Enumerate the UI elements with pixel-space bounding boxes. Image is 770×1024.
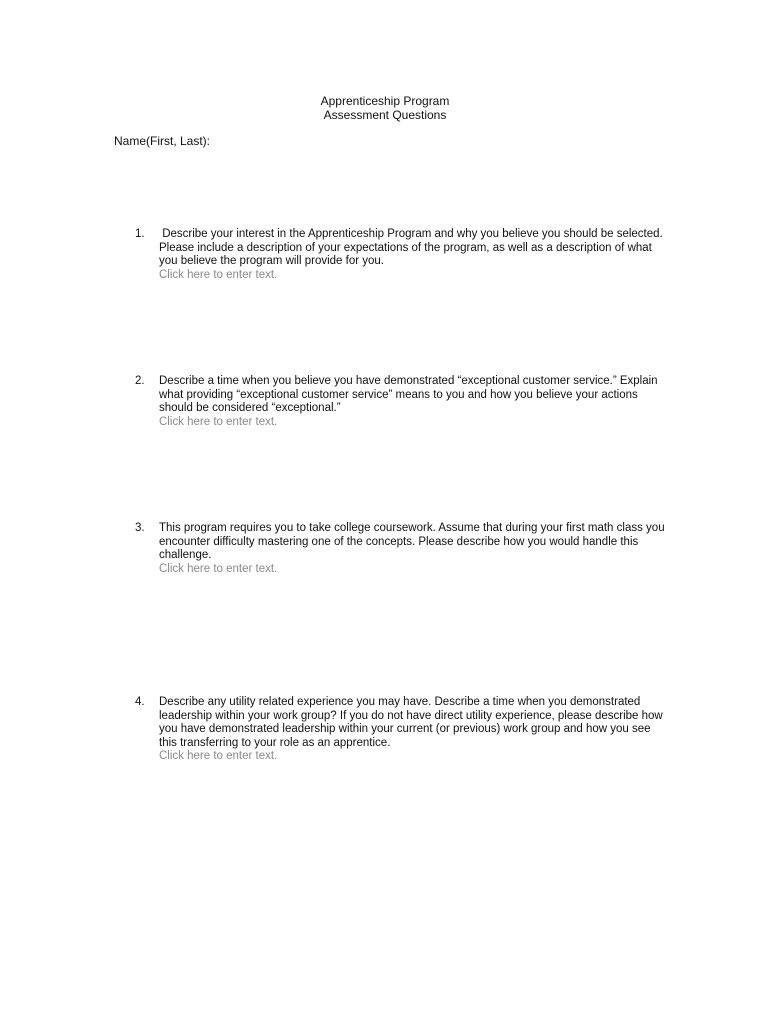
question-4 <box>135 696 665 764</box>
question-text: Describe any utility related experience you may have. Describe a time when you demonstrated leadership within your work group? If you do not have direct utility experience, please describe how you have demonstrated leadership within your current (or previous) work group and how you see this transferring to your role as an apprentice. <box>159 696 663 749</box>
question-2 <box>135 375 665 429</box>
answer-text-field[interactable]: Click here to enter text. <box>159 750 278 762</box>
question-number: 2. <box>135 375 145 387</box>
question-1 <box>135 228 665 282</box>
question-number: 1. <box>135 228 145 240</box>
title-line-2: Assessment Questions <box>323 108 447 122</box>
answer-text-field[interactable]: Click here to enter text. <box>159 268 278 281</box>
title-line-1: Apprenticeship Program <box>320 94 450 108</box>
question-number: 4. <box>135 696 145 708</box>
document-title <box>0 94 770 122</box>
question-text: Describe a time when you believe you have demonstrated “exceptional customer service.” Explain what providing “exceptional customer service” means to you and how you believe your actions should be considered “exceptional.” <box>159 375 658 414</box>
question-text: Describe your interest in the Apprenticeship Program and why you believe you should be selected. Please include a description of your expectations of the program, as well as a description of what you believe the program will provide for you. <box>159 228 666 267</box>
answer-text-field[interactable]: Click here to enter text. <box>159 562 278 575</box>
question-number: 3. <box>135 522 145 534</box>
answer-text-field[interactable]: Click here to enter text. <box>159 415 278 428</box>
question-text: This program requires you to take college coursework. Assume that during your first math class you encounter difficulty mastering one of the concepts. Please describe how you would handle this challenge. <box>159 522 665 561</box>
question-3 <box>135 522 665 576</box>
name-field-label: Name(First, Last): <box>114 134 211 148</box>
